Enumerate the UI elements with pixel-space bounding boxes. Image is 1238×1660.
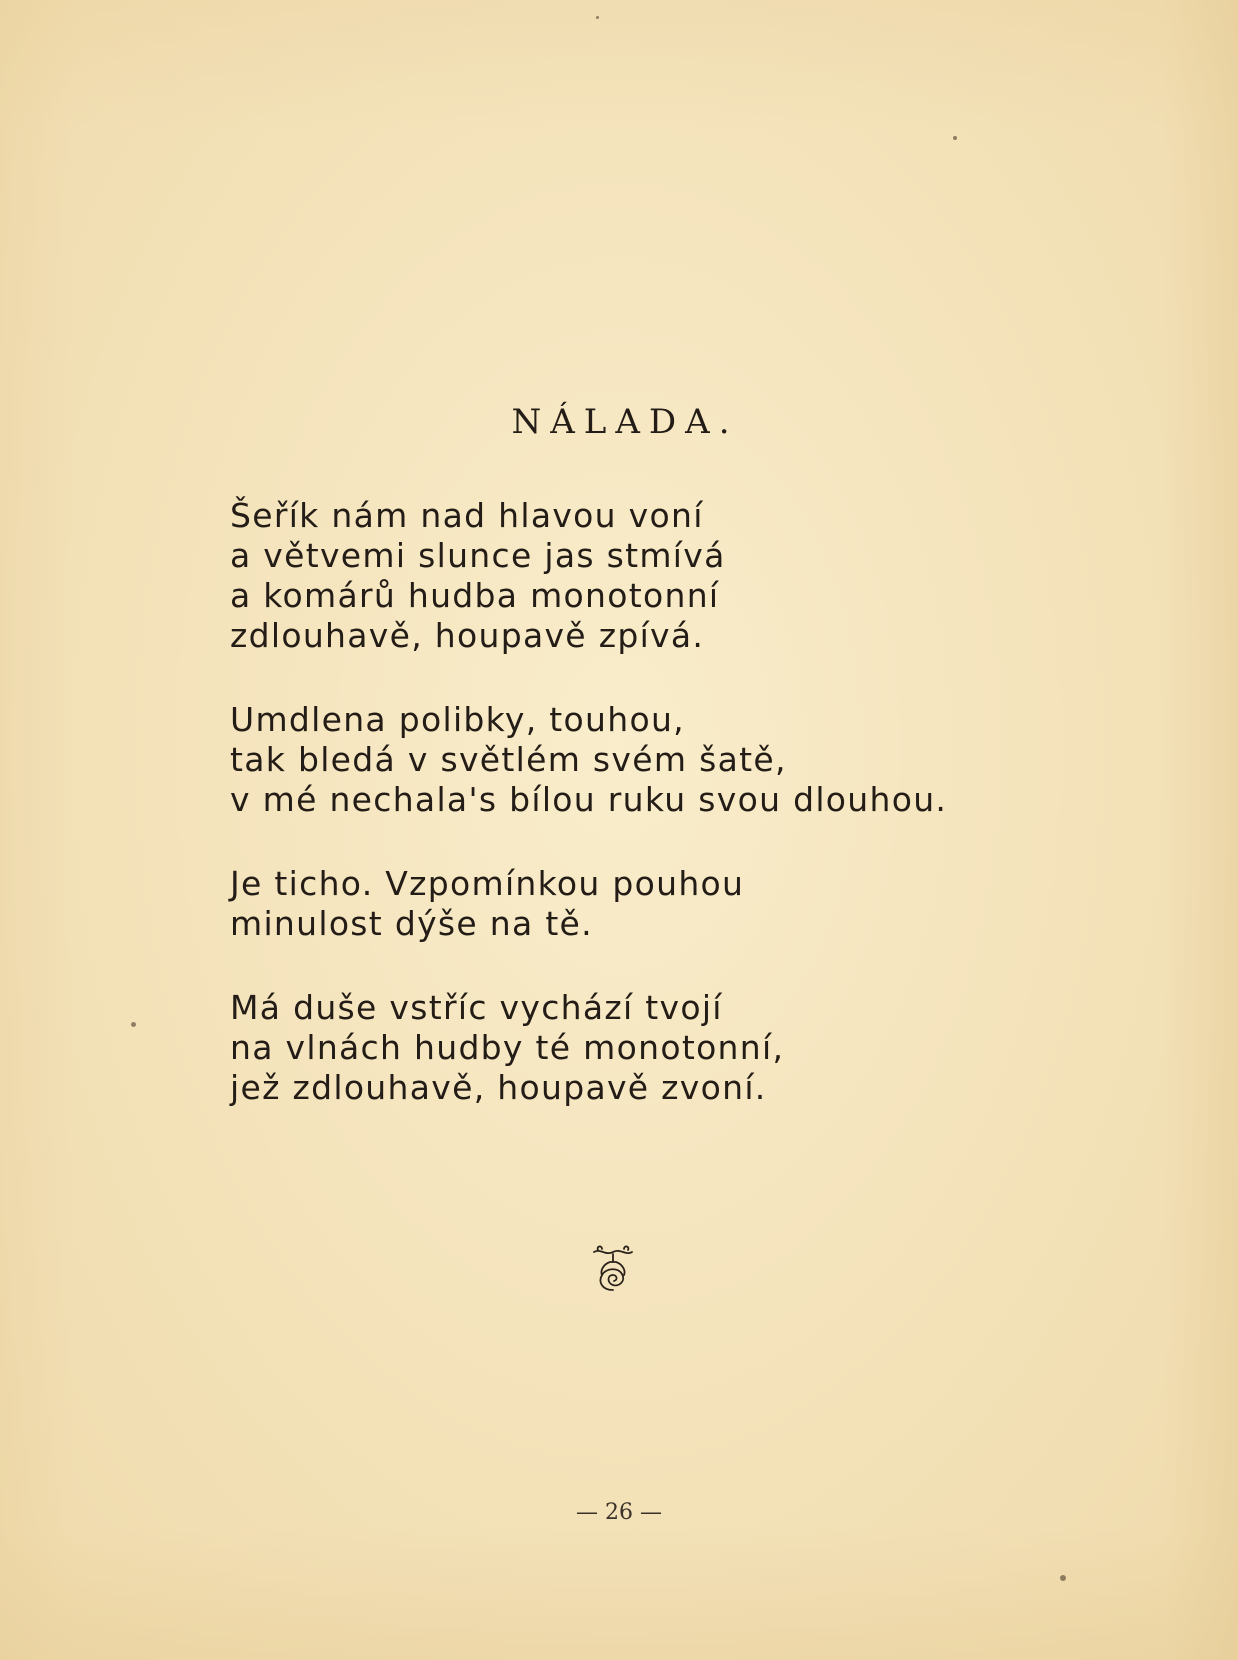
poem-line: v mé nechala's bílou ruku svou dlouhou. [230, 780, 948, 819]
paper-speck [953, 136, 957, 140]
stanza-2 [230, 700, 1130, 820]
scroll-ornament-icon [588, 1244, 638, 1296]
poem-line: tak bledá v světlém svém šatě, [230, 740, 787, 779]
poem-line: a větvemi slunce jas stmívá [230, 536, 726, 575]
poem-line: Šeřík nám nad hlavou voní [230, 496, 704, 535]
poem-line: Umdlena polibky, touhou, [230, 700, 685, 739]
paper-speck [131, 1022, 136, 1027]
poem-line: zdlouhavě, houpavě zpívá. [230, 616, 705, 655]
paper-speck [1060, 1575, 1066, 1581]
poem-line: minulost dýše na tě. [230, 904, 593, 943]
poem-line: a komárů hudba monotonní [230, 576, 720, 615]
stanza-1 [230, 496, 1130, 656]
poem-title: NÁLADA. [511, 402, 739, 442]
poem-body [230, 496, 1130, 1152]
paper-speck [596, 16, 599, 19]
poem-line: Má duše vstříc vychází tvojí [230, 988, 723, 1027]
poem-line: Je ticho. Vzpomínkou pouhou [230, 864, 745, 903]
stanza-3 [230, 864, 1130, 944]
poem-line: na vlnách hudby té monotonní, [230, 1028, 785, 1067]
page-number: — 26 — [576, 1500, 662, 1525]
poem-line: jež zdlouhavě, houpavě zvoní. [230, 1068, 767, 1107]
stanza-4 [230, 988, 1130, 1108]
